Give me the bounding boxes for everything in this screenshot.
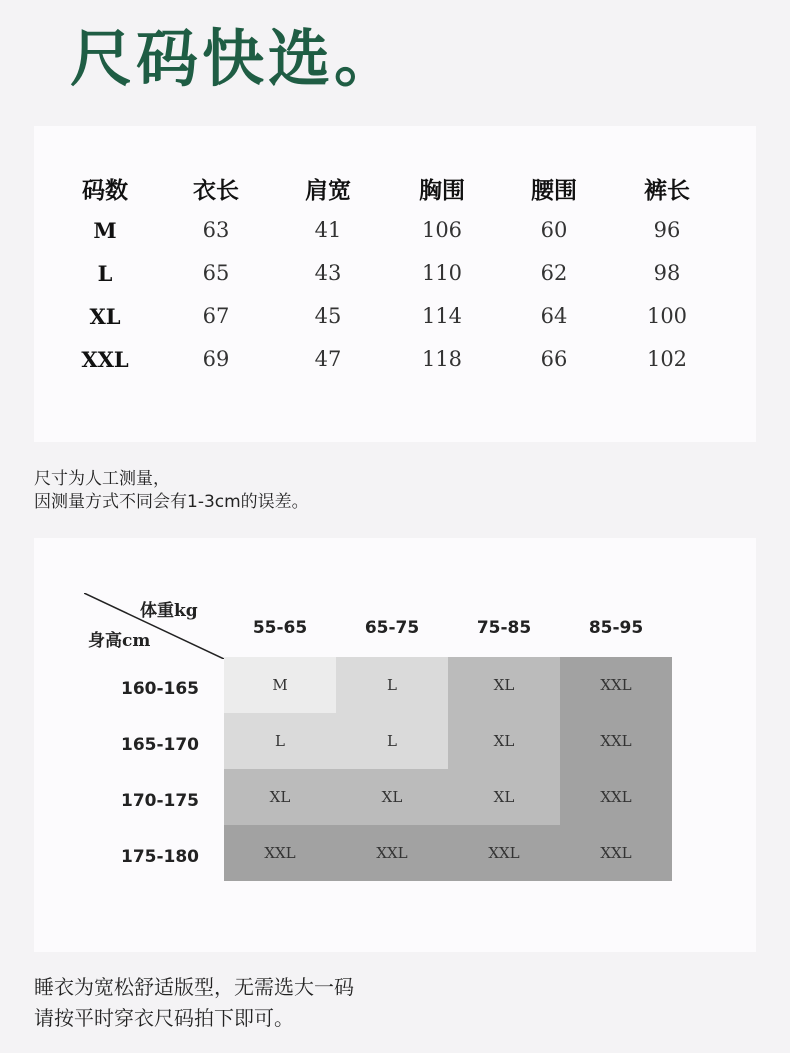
height-range: 160-165 [120, 679, 200, 699]
size-grid-cell: XL [448, 769, 560, 825]
size-grid-cell: XXL [560, 769, 672, 825]
cell-value: 114 [421, 304, 463, 328]
size-grid-cell: XXL [336, 825, 448, 881]
size-grid-cell: XXL [560, 825, 672, 881]
cell-value: 41 [314, 218, 342, 242]
header-size: 码数 [82, 177, 128, 204]
size-label: M [93, 218, 117, 243]
cell-value: 47 [314, 347, 342, 371]
cell-value: 43 [314, 261, 342, 285]
cell-value: 118 [421, 347, 463, 371]
size-grid-cell: L [336, 657, 448, 713]
size-grid-cell: XXL [560, 713, 672, 769]
size-grid-cell: XL [448, 713, 560, 769]
weight-range: 65-75 [364, 618, 420, 638]
table-row [34, 347, 756, 387]
height-range: 165-170 [120, 735, 200, 755]
size-grid-cell: L [336, 713, 448, 769]
height-range: 170-175 [120, 791, 200, 811]
size-grid-cell: M [224, 657, 336, 713]
cell-value: 62 [540, 261, 568, 285]
size-grid-cell: XL [224, 769, 336, 825]
measurement-note [34, 468, 309, 514]
size-label: XL [89, 304, 121, 329]
cell-value: 102 [646, 347, 688, 371]
cell-value: 98 [653, 261, 681, 285]
header-shoulder: 肩宽 [305, 177, 351, 204]
size-grid-cell: L [224, 713, 336, 769]
header-chest: 胸围 [419, 177, 465, 204]
table-row [34, 261, 756, 301]
cell-value: 106 [421, 218, 463, 242]
measurement-note-line1: 尺寸为人工测量， [34, 469, 170, 489]
size-grid-cell: XL [448, 657, 560, 713]
cell-value: 60 [540, 218, 568, 242]
fit-note [34, 972, 354, 1034]
page-title: 尺码快选。 [70, 22, 401, 95]
cell-value: 66 [540, 347, 568, 371]
fit-note-line2: 请按平时穿衣尺码拍下即可。 [34, 1006, 294, 1030]
cell-value: 45 [314, 304, 342, 328]
size-grid-cell: XXL [560, 657, 672, 713]
size-chart-card [34, 126, 756, 442]
size-grid-cell: XL [336, 769, 448, 825]
weight-axis-label: 体重kg [140, 601, 198, 621]
size-chart-header-row [34, 172, 756, 212]
fit-note-line1: 睡衣为宽松舒适版型，无需选大一码 [34, 975, 354, 999]
cell-value: 63 [202, 218, 230, 242]
table-row [34, 218, 756, 258]
cell-value: 64 [540, 304, 568, 328]
measurement-note-line2: 因测量方式不同会有1-3cm的误差。 [34, 491, 309, 512]
size-label: XXL [81, 347, 129, 372]
cell-value: 96 [653, 218, 681, 242]
height-axis-label: 身高cm [88, 631, 151, 651]
header-pants-length: 裤长 [644, 177, 690, 204]
header-waist: 腰围 [531, 177, 577, 204]
size-grid-cell: XXL [448, 825, 560, 881]
cell-value: 65 [202, 261, 230, 285]
table-row [34, 304, 756, 344]
size-recommendation-card [34, 538, 756, 952]
weight-range: 55-65 [252, 618, 308, 638]
cell-value: 100 [646, 304, 688, 328]
height-range: 175-180 [120, 847, 200, 867]
size-grid-cell: XXL [224, 825, 336, 881]
cell-value: 69 [202, 347, 230, 371]
weight-range: 85-95 [588, 618, 644, 638]
weight-range: 75-85 [476, 618, 532, 638]
cell-value: 67 [202, 304, 230, 328]
header-length: 衣长 [193, 177, 239, 204]
cell-value: 110 [421, 261, 463, 285]
size-label: L [97, 261, 113, 286]
